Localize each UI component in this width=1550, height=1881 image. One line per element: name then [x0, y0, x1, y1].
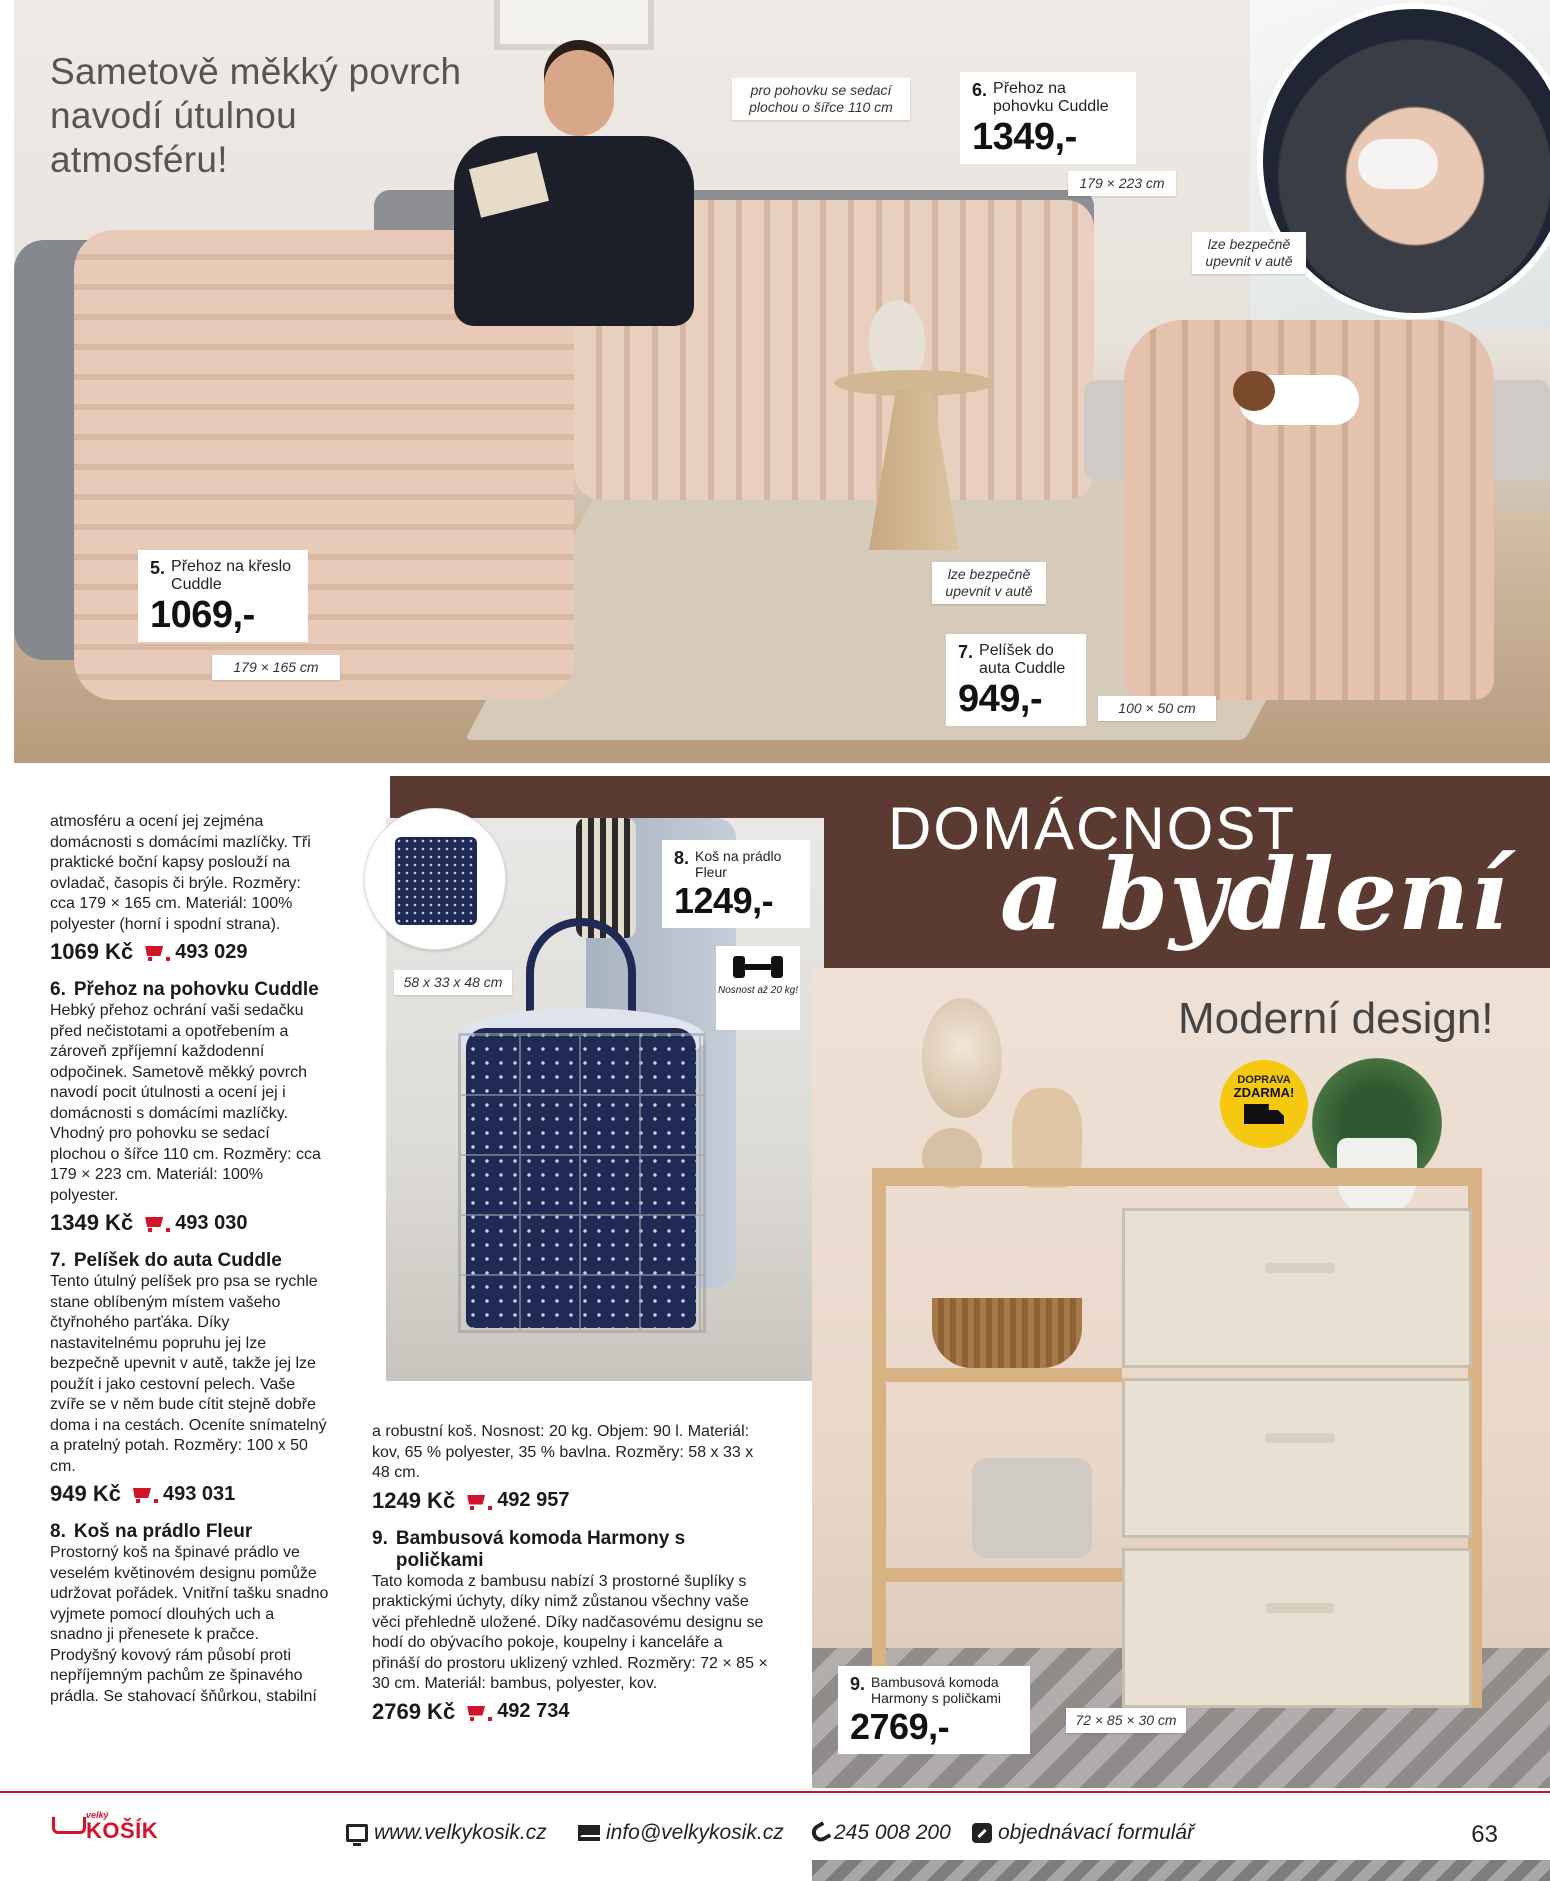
tag-number: 8.: [674, 848, 690, 868]
cart-icon: [465, 1492, 487, 1510]
truck-icon: [1244, 1104, 1284, 1124]
tag-name: Přehoz na pohovku Cuddle: [993, 80, 1109, 115]
price-row: [50, 1210, 330, 1236]
car-secure-note-bottom: lze bezpečně upevnit v autě: [932, 562, 1046, 604]
left-column: [50, 812, 330, 1707]
item-number: 7.: [50, 1250, 66, 1271]
product-code: 493 029: [175, 940, 248, 963]
wall-picture: [494, 0, 654, 50]
tag-price: 1249,-: [674, 880, 774, 921]
item-title: [372, 1528, 772, 1572]
tag-name: Přehoz na křeslo Cuddle: [171, 558, 292, 593]
dog: [1239, 375, 1359, 425]
price-tag-9: [838, 1666, 1030, 1754]
item-desc-cont: a robustní koš. Nosnost: 20 kg. Objem: 90 l. Materiál: kov, 65 % polyester, 35 % bavlna. Rozměry: 58 x 33 x 48 cm.: [372, 1423, 754, 1481]
badge-line2: ZDARMA!: [1233, 1085, 1295, 1100]
intro-text: atmosféru a ocení jej zejména domácnosti s domácími mazlíčky. Tři praktické boční kapsy poslouží na ovladač, časopis či brýle. Rozměry: cca 179 × 165 cm. Materiál: 100% polyester (horní i spodní strana).: [50, 813, 311, 933]
product-code: 493 031: [162, 1482, 236, 1505]
woman-reading: [434, 50, 694, 320]
wicker-basket: [932, 1298, 1082, 1368]
web-text: www.velkykosik.cz: [374, 1821, 547, 1844]
sofa-dims-note: 179 × 223 cm: [1068, 171, 1176, 196]
form-icon: [972, 1823, 992, 1843]
car-secure-note-top: lze bezpečně upevnit v autě: [1192, 232, 1306, 274]
petbed-dims-note: 100 × 50 cm: [1098, 696, 1216, 721]
cart-icon: [143, 943, 165, 961]
price-row: [50, 939, 330, 965]
product-code: 493 030: [175, 1211, 248, 1234]
price-tag-6: [960, 72, 1136, 164]
tag-price: 949,-: [958, 678, 1043, 720]
price-row: [372, 1488, 772, 1514]
product-code: 492 734: [497, 1700, 570, 1722]
product-code: 492 957: [497, 1489, 570, 1511]
monitor-icon: [346, 1824, 368, 1842]
commode-photo: [812, 968, 1550, 1788]
tag-name: Koš na prádlo Fleur: [695, 848, 782, 880]
item-number: 6.: [50, 979, 66, 1000]
chair-dims-note: 179 × 165 cm: [212, 655, 340, 680]
basket-dims-note: 58 x 33 x 48 cm: [394, 970, 512, 995]
drawer: [1122, 1378, 1472, 1538]
price: 1249 Kč: [372, 1487, 456, 1513]
middle-column: [372, 1422, 772, 1739]
tag-name: Pelíšek do auta Cuddle: [979, 642, 1066, 677]
item-desc: Prostorný koš na špinavé prádlo ve veselém květinovém designu pomůže udržovat pořádek. Vnitřní tašku snadno vyjmete pomocí dlouhých uch a snadno ji přenesete k pračce. Prodyšný kovový rám působí proti nepříjemným pachům ze špinavého prádla. Se stahovací šňůrkou, stabilní: [50, 1544, 329, 1705]
cart-logo-icon: [50, 1813, 84, 1841]
subtitle: Moderní design!: [1178, 994, 1494, 1043]
tag-number: 7.: [958, 642, 974, 662]
banner-line1: DOMÁCNOST: [888, 795, 1296, 862]
price: 1069 Kč: [50, 939, 134, 964]
handbag: [972, 1458, 1092, 1558]
free-shipping-badge: [1220, 1060, 1308, 1148]
divider: [14, 763, 1550, 773]
badge-line1: DOPRAVA: [1237, 1074, 1291, 1086]
logo-small: velký: [86, 1810, 109, 1820]
shell-decor: [922, 998, 1002, 1118]
item-desc: Hebký přehoz ochrání vaši sedačku před nečistotami a opotřebením a zároveň zpříjemní každodenní odpočinek. Sametově měkký povrch navodí pocit útulnosti a ocení jej i domácnosti s domácími mazlíčky. Vhodný pro pohovku se sedací plochou o šířce 110 cm. Rozměry: cca 179 × 223 cm. Materiál: 100% polyester.: [50, 1002, 321, 1204]
tag-number: 6.: [972, 80, 988, 100]
basket-inset: [364, 808, 506, 950]
tag-price: 1349,-: [972, 116, 1077, 158]
mail-icon: [578, 1825, 600, 1841]
footer-web-link[interactable]: [346, 1821, 547, 1845]
item-number: 9.: [372, 1527, 388, 1549]
metal-frame: [458, 1033, 706, 1333]
item-desc: Tento útulný pelíšek pro psa se rychle stane oblíbeným místem vašeho čtyřnohého parťáka. Díky nastavitelnému popruhu jej lze bezpečně upevnit v autě, takže jej lze použít i jako cestovní pelech. Vaše zvíře se v něm bude cítit stejně dobře doma i na cestách. Oceníte snímatelný a pratelný potah. Rozměry: 100 x 50 cm.: [50, 1273, 327, 1475]
item-name: Pelíšek do auta Cuddle: [73, 1250, 282, 1271]
cart-icon: [465, 1703, 487, 1721]
item-title: [50, 979, 330, 1001]
shelf: [872, 1568, 1122, 1582]
item-title: [50, 1521, 330, 1543]
velky-kosik-logo[interactable]: [50, 1811, 158, 1842]
sofa-width-note: pro pohovku se sedací plochou o šířce 110 cm: [732, 78, 910, 120]
item-name: Přehoz na pohovku Cuddle: [73, 979, 319, 1000]
price-tag-7: [946, 634, 1086, 726]
form-text: objednávací formulář: [998, 1821, 1195, 1844]
price: 2769 Kč: [372, 1698, 456, 1724]
footer-form-link[interactable]: [972, 1821, 1194, 1845]
floor-strip: [812, 1860, 1550, 1881]
item-title: [50, 1250, 330, 1272]
footer-phone-link[interactable]: [812, 1821, 951, 1845]
item-number: 8.: [50, 1521, 66, 1542]
phone-icon: [809, 1821, 832, 1845]
price: 1349 Kč: [50, 1210, 134, 1235]
price-row: [50, 1481, 330, 1507]
shelf: [872, 1368, 1122, 1382]
phone-text: 245 008 200: [834, 1821, 951, 1844]
tag-name: Bambusová komoda Harmony s poličkami: [871, 1674, 1001, 1706]
weight-badge: [716, 946, 800, 1030]
vase: [869, 300, 925, 380]
weight-note: Nosnost až 20 kg!: [717, 985, 799, 996]
tag-price: 2769,-: [850, 1706, 950, 1747]
side-table: [834, 370, 994, 550]
item-desc: Tato komoda z bambusu nabízí 3 prostorné šuplíky s praktickými úchyty, díky nimž zůstanou všechny vaše věci přehledně uložené. Díky nadčasovému designu se hodí do obývacího pokoje, koupelny i kanceláře a přináší do prostoru uklizený vzhled. Rozměry: 72 × 85 × 30 cm. Materiál: bambus, polyester, kov.: [372, 1572, 768, 1692]
tag-number: 9.: [850, 1674, 866, 1694]
commode-dims-note: 72 × 85 × 30 cm: [1066, 1708, 1186, 1733]
banner-line2: a bydlení: [1000, 838, 1509, 953]
item-name: Bambusová komoda Harmony s poličkami: [395, 1527, 686, 1571]
logo-big: KOŠÍK: [86, 1818, 159, 1843]
cart-icon: [143, 1214, 165, 1232]
tag-number: 5.: [150, 558, 166, 578]
footer-email-link[interactable]: [578, 1821, 784, 1845]
tag-price: 1069,-: [150, 594, 255, 636]
cart-icon: [131, 1485, 153, 1503]
item-name: Koš na prádlo Fleur: [73, 1521, 253, 1542]
hero-headline: Sametově měkký povrch navodí útulnou atmosféru!: [50, 51, 462, 180]
price-tag-8: [662, 840, 810, 928]
dumbbell-icon: [733, 956, 783, 978]
email-text: info@velkykosik.cz: [606, 1821, 784, 1844]
drawer: [1122, 1208, 1472, 1368]
page-number: 63: [1471, 1821, 1498, 1848]
price-tag-5: [138, 550, 308, 642]
price-row: [372, 1699, 772, 1725]
drawer: [1122, 1548, 1472, 1708]
price: 949 Kč: [50, 1481, 121, 1506]
